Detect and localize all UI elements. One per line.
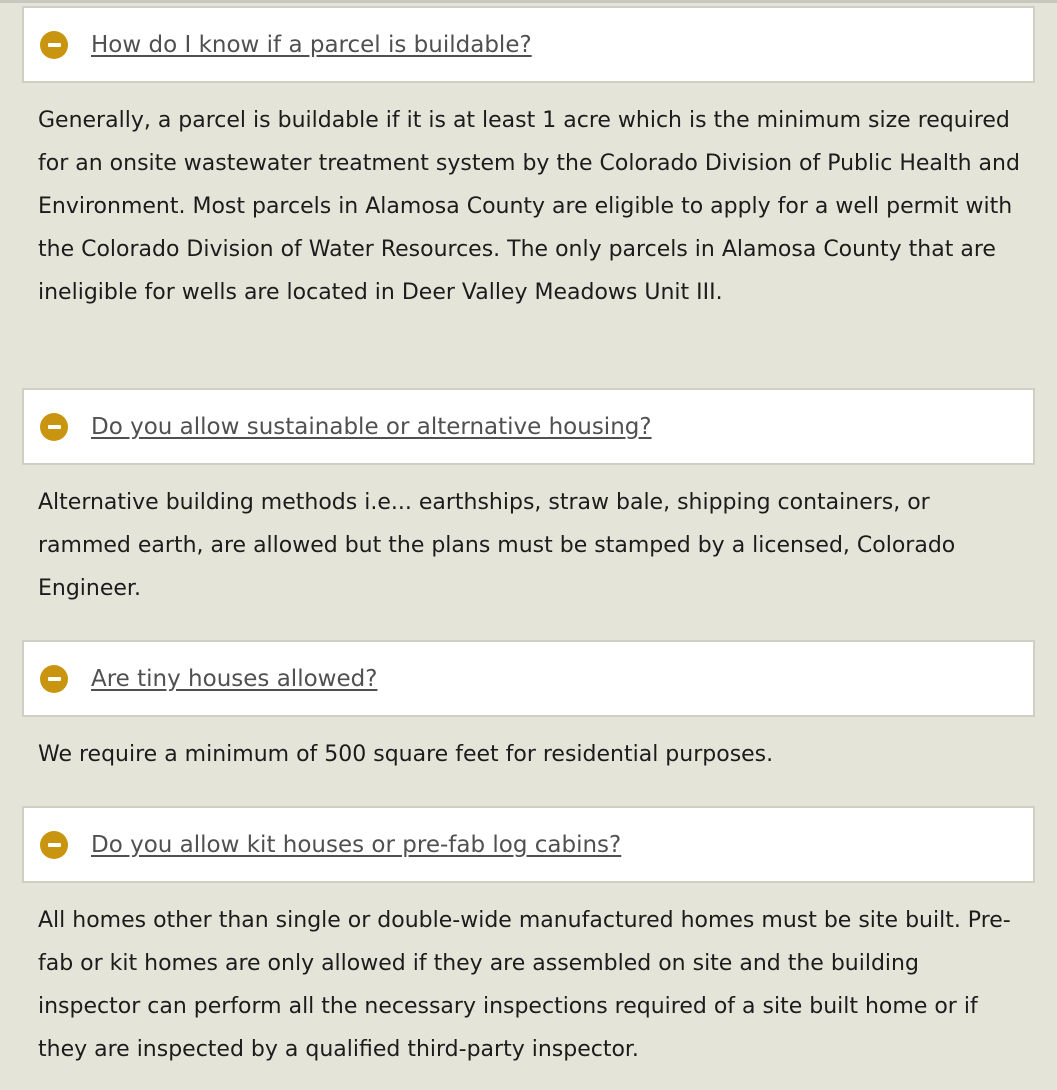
faq-header[interactable] [22, 388, 1035, 465]
faq-question-link[interactable]: How do I know if a parcel is buildable? [91, 31, 532, 58]
faq-answer: All homes other than single or double-wide manufactured homes must be site built. Pre-fab or kit homes are only allowed if they are assembled on site and the building inspector can perform all the necessary inspections required of a site built home or if they are inspected by a qualified third-party inspector. [38, 908, 1011, 1062]
faq-header[interactable] [22, 640, 1035, 717]
faq-header[interactable] [22, 806, 1035, 883]
faq-item [22, 640, 1035, 776]
faq-question-link[interactable]: Are tiny houses allowed? [91, 665, 378, 692]
faq-question-link[interactable]: Do you allow sustainable or alternative housing? [91, 413, 652, 440]
faq-item [22, 806, 1035, 1071]
faq-question-link[interactable]: Do you allow kit houses or pre-fab log cabins? [91, 831, 622, 858]
faq-answer: Generally, a parcel is buildable if it is at least 1 acre which is the minimum size required for an onsite wastewater treatment system by the Colorado Division of Public Health and Environment. Most parcels in Alamosa County are eligible to apply for a well permit with the Colorado Division of Water Resources. The only parcels in Alamosa County that are ineligible for wells are located in Deer Valley Meadows Unit III. [38, 108, 1020, 305]
collapse-icon[interactable] [40, 413, 68, 441]
collapse-icon[interactable] [40, 831, 68, 859]
faq-answer: Alternative building methods i.e... earthships, straw bale, shipping containers, or rammed earth, are allowed but the plans must be stamped by a licensed, Colorado Engineer. [38, 490, 956, 601]
collapse-icon[interactable] [40, 31, 68, 59]
faq-item [22, 388, 1035, 610]
faq-item [22, 6, 1035, 314]
faq-answer: We require a minimum of 500 square feet for residential purposes. [38, 742, 774, 767]
faq-header[interactable] [22, 6, 1035, 83]
collapse-icon[interactable] [40, 665, 68, 693]
